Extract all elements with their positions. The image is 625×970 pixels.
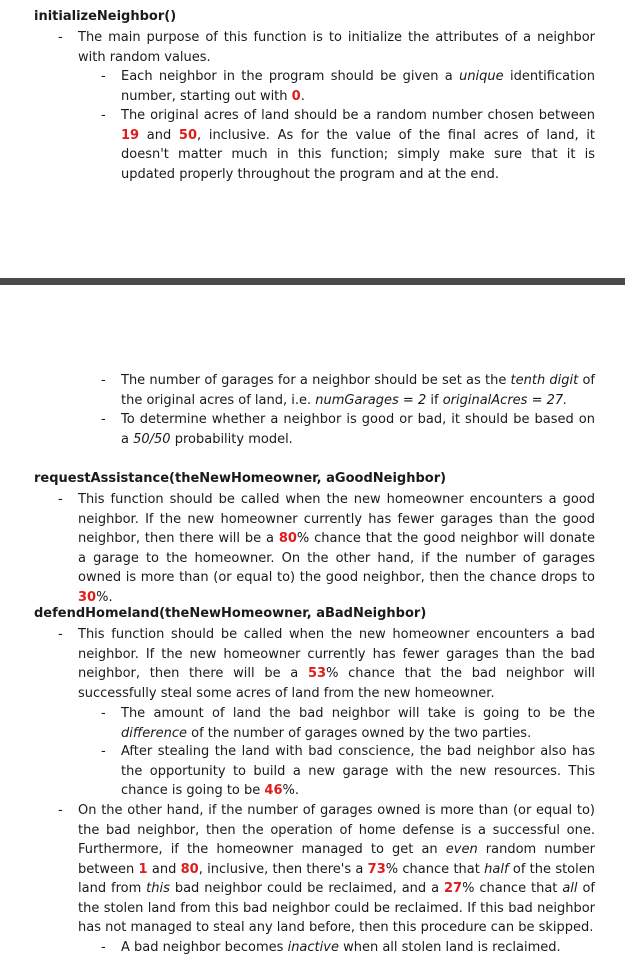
bullet-defend-homeland: - This function should be called when the new homeowner encounters a bad neighbor. If the new homeowner currently has fewer garages than the bad neighbor, then there will be a 53% chance that the bad neighbor will successfully steal some acres of land from the new homeowner. bbox=[78, 625, 595, 703]
bullet-num-garages: - The number of garages for a neighbor should be set as the tenth digit of the original acres of land, i.e. numGarages = 2 if originalAcres = 27. bbox=[121, 371, 595, 410]
bullet-unique-id: - Each neighbor in the program should be given a unique identification number, starting out with 0. bbox=[121, 67, 595, 106]
bullet-land-difference: - The amount of land the bad neighbor will take is going to be the difference of the number of garages owned by the two parties. bbox=[121, 704, 595, 743]
bullet-build-garage: - After stealing the land with bad conscience, the bad neighbor also has the opportunity to build a new garage with the new resources. This chance is going to be 46%. bbox=[121, 742, 595, 801]
bullet-inactive: - A bad neighbor becomes inactive when all stolen land is reclaimed. bbox=[121, 938, 595, 958]
page-divider bbox=[0, 278, 625, 285]
heading-defend-homeland: defendHomeland(theNewHomeowner, aBadNeighbor) bbox=[34, 606, 427, 621]
bullet-purpose: - The main purpose of this function is to initialize the attributes of a neighbor with random values. bbox=[78, 28, 595, 67]
bullet-original-acres: - The original acres of land should be a random number chosen between 19 and 50, inclusive. As for the value of the final acres of land, it doesn't matter much in this function; simply make sure that it is updated properly throughout the program and at the end. bbox=[121, 106, 595, 184]
heading-request-assistance: requestAssistance(theNewHomeowner, aGoodNeighbor) bbox=[34, 471, 447, 486]
bullet-request-assistance: - This function should be called when the new homeowner encounters a good neighbor. If the new homeowner currently has fewer garages than the good neighbor, then there will be a 80% chance that the good neighbor will donate a garage to the homeowner. On the other hand, if the number of garages owned is more than (or equal to) the good neighbor, then the chance drops to 30%. bbox=[78, 490, 595, 607]
heading-initialize-neighbor: initializeNeighbor() bbox=[34, 9, 177, 24]
bullet-home-defense: - On the other hand, if the number of garages owned is more than (or equal to) the bad neighbor, then the operation of home defense is a successful one. Furthermore, if the homeowner managed to get an even random number between 1 and 80, inclusive, then there's a 73% chance that half of the stolen land from this bad neighbor could be reclaimed, and a 27% chance that all of the stolen land from this bad neighbor could be reclaimed. If this bad neighbor has not managed to steal any land before, then this procedure can be skipped. bbox=[78, 801, 595, 938]
bullet-good-or-bad: - To determine whether a neighbor is good or bad, it should be based on a 50/50 probability model. bbox=[121, 410, 595, 449]
